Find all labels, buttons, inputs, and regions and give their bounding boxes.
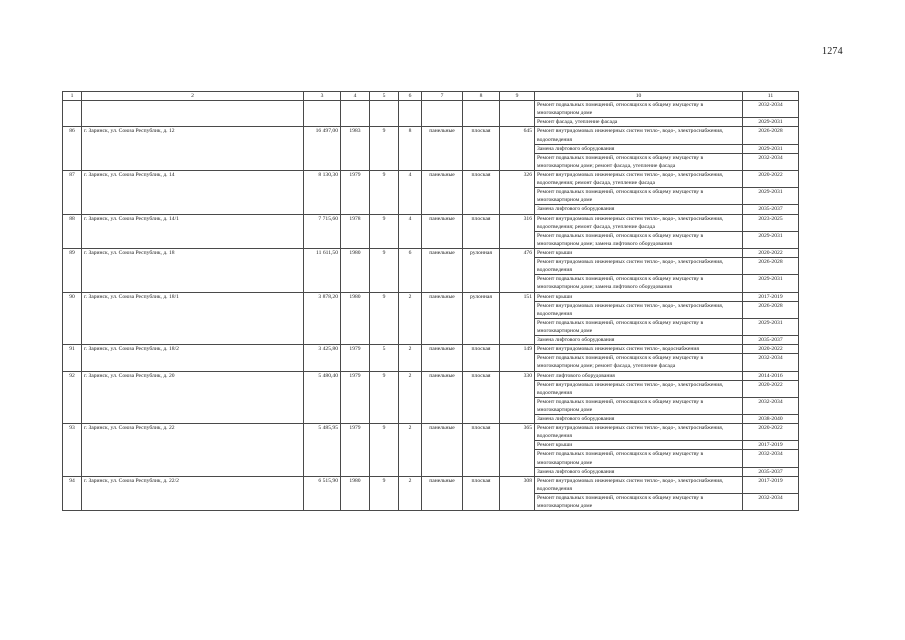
- period-cell: 2026-2028: [743, 127, 799, 144]
- residents-cell: 151: [500, 292, 535, 345]
- table-row: [63, 345, 799, 354]
- wall-material-cell: панельные: [422, 248, 463, 292]
- total-area-cell: 5 480,40: [304, 371, 341, 424]
- period-cell: 2038-2040: [743, 415, 799, 424]
- empty-cell: [422, 101, 463, 127]
- work-type-cell: Замена лифтового оборудования: [535, 205, 743, 214]
- work-type-cell: Замена лифтового оборудования: [535, 415, 743, 424]
- total-area-cell: 16 497,00: [304, 127, 341, 171]
- period-cell: 2023-2025: [743, 214, 799, 231]
- roof-type-cell: плоская: [463, 170, 500, 214]
- roof-type-cell: рулонная: [463, 292, 500, 345]
- wall-material-cell: панельные: [422, 127, 463, 171]
- wall-material-cell: панельные: [422, 371, 463, 424]
- period-cell: 2017-2019: [743, 476, 799, 493]
- address-cell: г. Заринск, ул. Союза Республик, д. 12: [82, 127, 304, 171]
- work-type-cell: Ремонт внутридомовых инженерных систем тепло-, водо-, электроснабжения, водоотведения: [535, 301, 743, 318]
- period-cell: 2029-2031: [743, 144, 799, 153]
- roof-type-cell: рулонная: [463, 248, 500, 292]
- build-year-cell: 1979: [341, 424, 370, 477]
- wall-material-cell: панельные: [422, 170, 463, 214]
- residents-cell: 365: [500, 424, 535, 477]
- work-type-cell: Ремонт подвальных помещений, относящихся к общему имуществу в многоквартирном доме: [535, 188, 743, 205]
- column-number: 10: [535, 92, 743, 101]
- entrances-cell: 2: [399, 424, 422, 477]
- work-type-cell: Ремонт подвальных помещений, относящихся к общему имуществу в многоквартирном доме: [535, 101, 743, 118]
- period-cell: 2032-2034: [743, 153, 799, 170]
- period-cell: 2032-2034: [743, 450, 799, 467]
- row-number: 91: [63, 345, 82, 371]
- work-type-cell: Ремонт крыши: [535, 248, 743, 257]
- total-area-cell: 3 878,20: [304, 292, 341, 345]
- column-number: 2: [82, 92, 304, 101]
- row-number: 93: [63, 424, 82, 477]
- residents-cell: 476: [500, 248, 535, 292]
- column-number: 3: [304, 92, 341, 101]
- empty-cell: [399, 101, 422, 127]
- total-area-cell: 6 515,90: [304, 476, 341, 510]
- period-cell: 2032-2034: [743, 101, 799, 118]
- table-row: [63, 101, 799, 118]
- column-number: 1: [63, 92, 82, 101]
- address-cell: г. Заринск, ул. Союза Республик, д. 22: [82, 424, 304, 477]
- work-type-cell: Ремонт внутридомовых инженерных систем тепло-, водоснабжения: [535, 345, 743, 354]
- row-number: 87: [63, 170, 82, 214]
- build-year-cell: 1983: [341, 127, 370, 171]
- period-cell: 2020-2022: [743, 380, 799, 397]
- empty-cell: [304, 101, 341, 127]
- period-cell: 2020-2022: [743, 170, 799, 187]
- floors-cell: 5: [370, 345, 399, 371]
- work-type-cell: Ремонт внутридомовых инженерных систем тепло-, водо-, электроснабжения, водоотведения: [535, 424, 743, 441]
- work-type-cell: Ремонт внутридомовых инженерных систем тепло-, водо-, электроснабжения, водоотведения: [535, 127, 743, 144]
- period-cell: 2035-2037: [743, 205, 799, 214]
- work-type-cell: Ремонт внутридомовых инженерных систем тепло-, водо-, электроснабжения, водоотведения: [535, 258, 743, 275]
- period-cell: 2029-2031: [743, 231, 799, 248]
- address-cell: г. Заринск, ул. Союза Республик, д. 20: [82, 371, 304, 424]
- period-cell: 2032-2034: [743, 397, 799, 414]
- column-number: 4: [341, 92, 370, 101]
- period-cell: 2026-2028: [743, 301, 799, 318]
- table-row: [63, 170, 799, 187]
- build-year-cell: 1980: [341, 292, 370, 345]
- address-cell: г. Заринск, ул. Союза Республик, д. 14/1: [82, 214, 304, 248]
- floors-cell: 9: [370, 170, 399, 214]
- residents-cell: 308: [500, 476, 535, 510]
- table-row: [63, 424, 799, 441]
- table-row: [63, 371, 799, 380]
- roof-type-cell: плоская: [463, 476, 500, 510]
- work-type-cell: Замена лифтового оборудования: [535, 144, 743, 153]
- work-type-cell: Ремонт подвальных помещений, относящихся к общему имуществу в многоквартирном доме; замена лифтового оборудования: [535, 231, 743, 248]
- period-cell: 2020-2022: [743, 424, 799, 441]
- residents-cell: 326: [500, 170, 535, 214]
- build-year-cell: 1980: [341, 248, 370, 292]
- column-number: 9: [500, 92, 535, 101]
- work-type-cell: Ремонт крыши: [535, 441, 743, 450]
- address-cell: г. Заринск, ул. Союза Республик, д. 18/2: [82, 345, 304, 371]
- table-row: [63, 292, 799, 301]
- column-number: 6: [399, 92, 422, 101]
- work-type-cell: Замена лифтового оборудования: [535, 336, 743, 345]
- work-type-cell: Ремонт подвальных помещений, относящихся к общему имуществу в многоквартирном доме: [535, 318, 743, 335]
- build-year-cell: 1978: [341, 214, 370, 248]
- address-cell: г. Заринск, ул. Союза Республик, д. 18/1: [82, 292, 304, 345]
- total-area-cell: 11 611,50: [304, 248, 341, 292]
- entrances-cell: 2: [399, 371, 422, 424]
- entrances-cell: 4: [399, 214, 422, 248]
- work-type-cell: Ремонт внутридомовых инженерных систем тепло-, водо-, электроснабжения, водоотведения: [535, 380, 743, 397]
- wall-material-cell: панельные: [422, 292, 463, 345]
- entrances-cell: 4: [399, 170, 422, 214]
- period-cell: 2029-2031: [743, 318, 799, 335]
- empty-cell: [370, 101, 399, 127]
- entrances-cell: 2: [399, 345, 422, 371]
- work-type-cell: Ремонт внутридомовых инженерных систем тепло-, водо-, электроснабжения, водоотведения: [535, 476, 743, 493]
- empty-cell: [463, 101, 500, 127]
- row-number: 86: [63, 127, 82, 171]
- row-number: 88: [63, 214, 82, 248]
- work-type-cell: Ремонт лифтового оборудования: [535, 371, 743, 380]
- work-type-cell: Ремонт внутридомовых инженерных систем тепло-, водо-, электроснабжения, водоотведения; ремонт фасада, утепление фасада: [535, 170, 743, 187]
- column-number: 5: [370, 92, 399, 101]
- row-number: [63, 101, 82, 127]
- floors-cell: 9: [370, 127, 399, 171]
- period-cell: 2032-2034: [743, 494, 799, 511]
- wall-material-cell: панельные: [422, 345, 463, 371]
- work-type-cell: Ремонт внутридомовых инженерных систем тепло-, водо-, электроснабжения, водоотведения; ремонт фасада, утепление фасада: [535, 214, 743, 231]
- floors-cell: 9: [370, 248, 399, 292]
- floors-cell: 9: [370, 424, 399, 477]
- period-cell: 2035-2037: [743, 467, 799, 476]
- period-cell: 2017-2019: [743, 292, 799, 301]
- residents-cell: 645: [500, 127, 535, 171]
- work-type-cell: Замена лифтового оборудования: [535, 467, 743, 476]
- work-type-cell: Ремонт подвальных помещений, относящихся к общему имуществу в многоквартирном доме: [535, 397, 743, 414]
- wall-material-cell: панельные: [422, 424, 463, 477]
- period-cell: 2032-2034: [743, 354, 799, 371]
- work-type-cell: Ремонт фасада, утепление фасада: [535, 118, 743, 127]
- period-cell: 2029-2031: [743, 188, 799, 205]
- entrances-cell: 6: [399, 248, 422, 292]
- row-number: 90: [63, 292, 82, 345]
- roof-type-cell: плоская: [463, 214, 500, 248]
- column-number: 7: [422, 92, 463, 101]
- total-area-cell: 7 715,60: [304, 214, 341, 248]
- column-number: 8: [463, 92, 500, 101]
- residents-cell: 316: [500, 214, 535, 248]
- column-number-row: [63, 92, 799, 101]
- roof-type-cell: плоская: [463, 127, 500, 171]
- total-area-cell: 5 485,95: [304, 424, 341, 477]
- row-number: 94: [63, 476, 82, 510]
- period-cell: 2026-2028: [743, 258, 799, 275]
- empty-cell: [500, 101, 535, 127]
- period-cell: 2020-2022: [743, 345, 799, 354]
- capital-repair-table: [62, 91, 799, 511]
- address-cell: г. Заринск, ул. Союза Республик, д. 14: [82, 170, 304, 214]
- address-cell: [82, 101, 304, 127]
- row-number: 92: [63, 371, 82, 424]
- period-cell: 2017-2019: [743, 441, 799, 450]
- wall-material-cell: панельные: [422, 214, 463, 248]
- empty-cell: [341, 101, 370, 127]
- total-area-cell: 8 130,30: [304, 170, 341, 214]
- work-type-cell: Ремонт крыши: [535, 292, 743, 301]
- residents-cell: 149: [500, 345, 535, 371]
- work-type-cell: Ремонт подвальных помещений, относящихся к общему имуществу в многоквартирном доме: [535, 450, 743, 467]
- build-year-cell: 1979: [341, 371, 370, 424]
- table-body: [63, 92, 799, 511]
- floors-cell: 9: [370, 371, 399, 424]
- work-type-cell: Ремонт подвальных помещений, относящихся к общему имуществу в многоквартирном доме: [535, 494, 743, 511]
- table-row: [63, 127, 799, 144]
- period-cell: 2020-2022: [743, 248, 799, 257]
- period-cell: 2029-2031: [743, 275, 799, 292]
- roof-type-cell: плоская: [463, 371, 500, 424]
- build-year-cell: 1980: [341, 476, 370, 510]
- build-year-cell: 1979: [341, 345, 370, 371]
- column-number: 11: [743, 92, 799, 101]
- residents-cell: 330: [500, 371, 535, 424]
- roof-type-cell: плоская: [463, 424, 500, 477]
- entrances-cell: 8: [399, 127, 422, 171]
- build-year-cell: 1979: [341, 170, 370, 214]
- period-cell: 2035-2037: [743, 336, 799, 345]
- page-number: 1274: [822, 46, 843, 57]
- work-type-cell: Ремонт подвальных помещений, относящихся к общему имуществу в многоквартирном доме; замена лифтового оборудования: [535, 275, 743, 292]
- table-row: [63, 248, 799, 257]
- work-type-cell: Ремонт подвальных помещений, относящихся к общему имуществу в многоквартирном доме; ремонт фасада, утепление фасада: [535, 153, 743, 170]
- row-number: 89: [63, 248, 82, 292]
- floors-cell: 9: [370, 214, 399, 248]
- table-row: [63, 214, 799, 231]
- total-area-cell: 3 425,80: [304, 345, 341, 371]
- floors-cell: 9: [370, 476, 399, 510]
- floors-cell: 9: [370, 292, 399, 345]
- wall-material-cell: панельные: [422, 476, 463, 510]
- table-row: [63, 476, 799, 493]
- entrances-cell: 2: [399, 476, 422, 510]
- period-cell: 2029-2031: [743, 118, 799, 127]
- address-cell: г. Заринск, ул. Союза Республик, д. 18: [82, 248, 304, 292]
- address-cell: г. Заринск, ул. Союза Республик, д. 22/2: [82, 476, 304, 510]
- work-type-cell: Ремонт подвальных помещений, относящихся к общему имуществу в многоквартирном доме; ремонт фасада, утепление фасада: [535, 354, 743, 371]
- roof-type-cell: плоская: [463, 345, 500, 371]
- period-cell: 2014-2016: [743, 371, 799, 380]
- entrances-cell: 2: [399, 292, 422, 345]
